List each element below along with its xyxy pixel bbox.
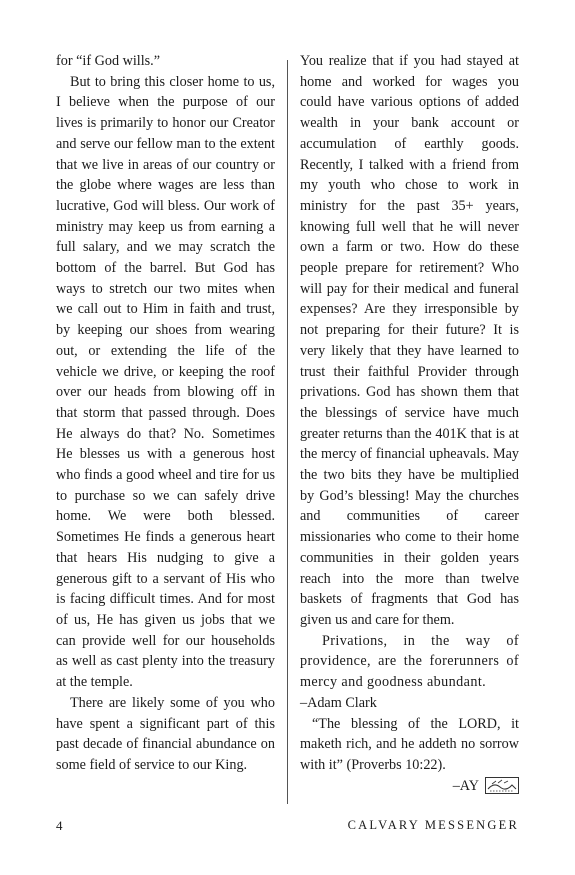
author-signature: –AY <box>452 777 479 794</box>
clark-quote: Privations, in the way of providence, are the forerunners of mercy and goodness abundant. <box>300 632 519 691</box>
end-ornament-icon <box>485 777 519 794</box>
left-paragraph-1: for “if God wills.” <box>56 53 161 69</box>
clark-quote-author: –Adam Clark <box>300 694 377 711</box>
left-column <box>56 51 275 776</box>
page-number: 4 <box>56 818 65 833</box>
left-paragraph-2: But to bring this closer home to us, I believe when the purpose of our lives is primarily to honor our Creator and serve our fellow man to the extent that we live in areas of our country or the globe where wages are less than lucrative, God will bless. Our work of ministry may keep us from earning a full salary, and we may scratch the bottom of the barrel. But God has ways to stretch our two mites when we call out to Him in faith and trust, by keeping our shoes from wearing out, or extending the life of the vehicle we drive, or keeping the roof over our heads from blowing off in that storm that passed through. Does He always do that? No. Sometimes He blesses us with a generous host who finds a good wheel and tire for us to purchase so we can safely drive home. We were both blessed. Sometimes He finds a generous heart that hears His nudging to give a generous gift to a servant of His who is facing difficult times. And for most of us, He has given us jobs that we can provide well for our households as well as cast plenty into the treasury at the temple. <box>56 73 275 691</box>
signature-row <box>300 776 519 797</box>
proverbs-quote: “The blessing of the LORD, it maketh rich, and he addeth no sorrow with it” (Proverbs 10:22). <box>300 715 519 773</box>
publication-title: CALVARY MESSENGER <box>347 818 519 832</box>
right-paragraph-1: You realize that if you had stayed at home and worked for wages you could have various options of added wealth in your bank account or accumulation of earthly goods. Recently, I talked with a friend from my youth who chose to work in ministry for the past 35+ years, knowing full well that he will never own a farm or two. How do these people prepare for retirement? Who will pay for their medical and funeral expenses? Are they irresponsible by not preparing for their future? It is very likely that they have learned to trust their faithful Provider through privations. God has shown them that the blessings of service have much greater returns than the 401K that is at the mercy of financial upheavals. May the two bits they have be multiplied by God’s blessing! May the churches and communities of career missionaries who come to their home communities in their golden years reach into the more than twelve baskets of fragments that God has given us and care for them. <box>300 53 519 628</box>
left-paragraph-3: There are likely some of you who have spent a significant part of this past decade of financial abundance on some field of service to our King. <box>56 694 275 773</box>
right-column <box>300 51 519 796</box>
column-divider <box>287 60 288 804</box>
